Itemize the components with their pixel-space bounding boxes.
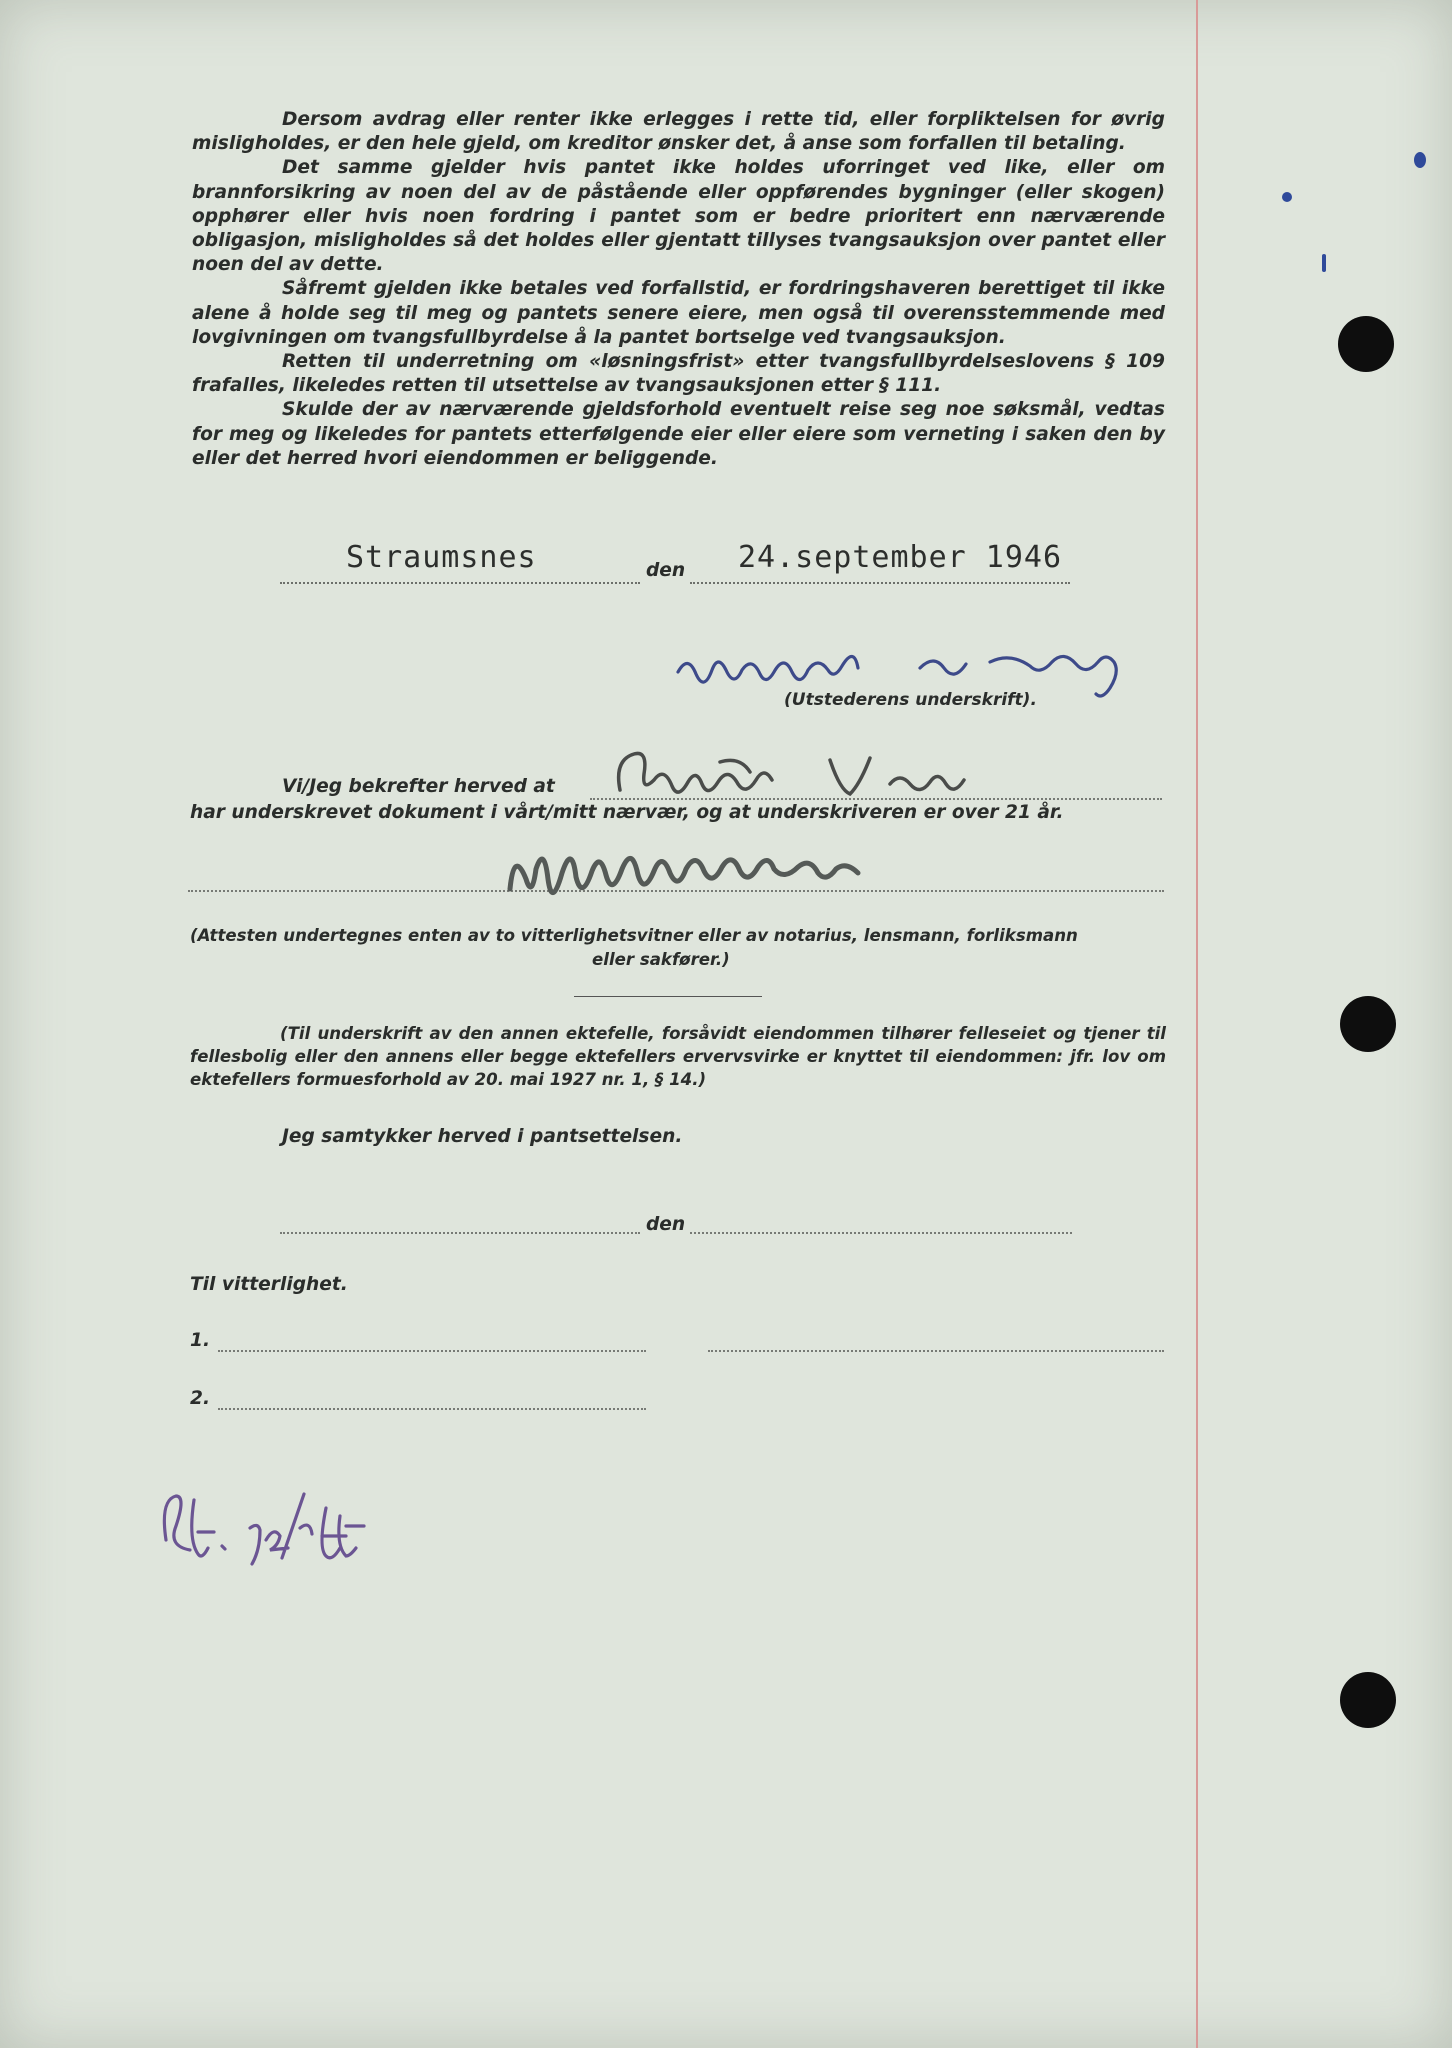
spouse-note: (Til underskrift av den annen ektefelle, forsåvidt eiendommen tilhører felleseiet og tjener til fellesbolig eller den annens eller begge ektefellers ervervsvirke er knyttet til eiendommen: jfr. lov om ektefellers formuesforhold av 20. mai 1927 nr. 1, § 14.) <box>190 1024 1166 1089</box>
den-label: den <box>646 560 686 581</box>
witness-number-2: 2. <box>190 1388 211 1409</box>
consent-place-line <box>280 1230 640 1234</box>
margin-rule <box>1196 0 1198 2048</box>
attest-note-line1: (Attesten undertegnes enten av to vitterlighetsvitner eller av notarius, lensmann, forliksmann <box>190 926 1078 945</box>
punch-hole-3 <box>1340 1672 1396 1728</box>
ink-speck <box>1414 152 1426 168</box>
punch-hole-1 <box>1338 316 1394 372</box>
consent-date-line <box>690 1230 1072 1234</box>
witness-1-line-a <box>218 1348 646 1352</box>
witness-heading: Til vitterlighet. <box>190 1274 348 1295</box>
witnessed-name-signature <box>600 740 1100 810</box>
witness-signature <box>500 845 1100 905</box>
witness-number-1: 1. <box>190 1330 211 1351</box>
paragraph-default: Dersom avdrag eller renter ikke erlegges i rette tid, eller forpliktelsen for øvrig misligholdes, er den hele gjeld, om kreditor ønsker det, å anse som forfallen til betaling. <box>192 109 1165 155</box>
witness-sentence: har underskrevet dokument i vårt/mitt nærvær, og at underskriveren er over 21 år. <box>190 802 1064 823</box>
paragraph-venue: Skulde der av nærværende gjeldsforhold eventuelt reise seg noe søksmål, vedtas for meg og likeledes for pantets etterfølgende eier eller eiere som verneting i saken den by eller det herred hvori eiendommen er beliggende. <box>192 399 1165 469</box>
date-value: 24.september 1946 <box>738 540 1063 575</box>
witness-1-line-b <box>708 1348 1164 1352</box>
attest-note-line2: eller sakfører.) <box>592 950 730 969</box>
handwritten-note <box>150 1480 390 1590</box>
issuer-caption: (Utstederens underskrift). <box>784 690 1037 710</box>
paragraph-redemption-notice: Retten til underretning om «løsningsfrist» etter tvangsfullbyrdelseslovens § 109 frafalles, likeledes retten til utsettelse av tvangsauksjonen etter § 111. <box>192 351 1165 397</box>
consent-text: Jeg samtykker herved i pantsettelsen. <box>282 1126 683 1147</box>
punch-hole-2 <box>1340 996 1396 1052</box>
terms-text <box>192 108 1165 471</box>
paragraph-maintenance: Det samme gjelder hvis pantet ikke holdes uforringet ved like, eller om brannforsikring av noen del av de påstående eller oppførendes bygninger (eller skogen) opphører eller hvis noen fordring i pantet som er bedre prioritert enn nærværende obligasjon, misligholdes så det holdes eller gjentatt tillyses tvangsauksjon over pantet eller noen del av dette. <box>192 157 1165 276</box>
ink-speck <box>1322 254 1326 272</box>
witness-2-line <box>218 1406 646 1410</box>
ink-speck <box>1282 192 1292 202</box>
divider <box>574 996 762 997</box>
paragraph-due-payment: Såfremt gjelden ikke betales ved forfallstid, er fordringshaveren berettiget til ikke alene å holde seg til meg og pantets senere eiere, men også til overensstemmende med lovgivningen om tvangsfullbyrdelse å la pantet bortselge ved tvangsauksjon. <box>192 278 1165 348</box>
place-value: Straumsnes <box>346 540 537 575</box>
den-label-2: den <box>646 1214 686 1235</box>
witness-prefix: Vi/Jeg bekrefter herved at <box>282 776 555 797</box>
